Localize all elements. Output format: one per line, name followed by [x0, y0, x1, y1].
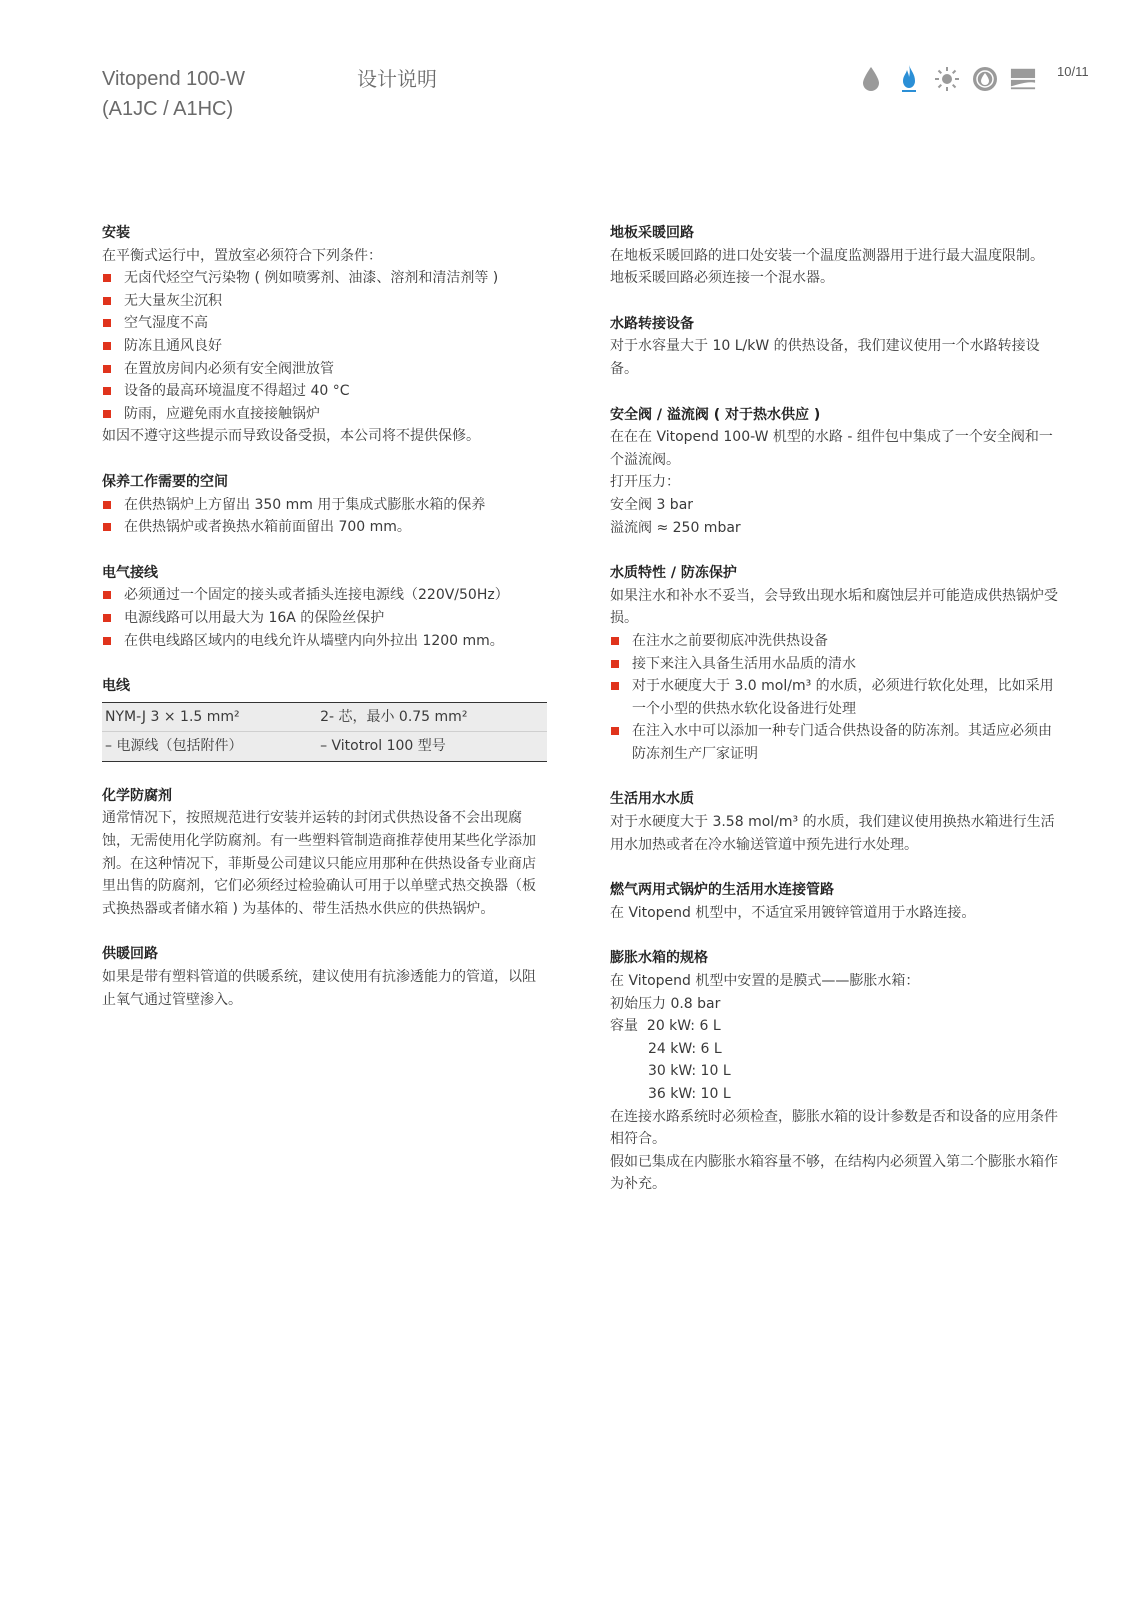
list-item: 接下来注入具备生活用水品质的清水: [610, 653, 1065, 676]
product-title: Vitopend 100-W (A1JC / A1HC): [102, 68, 246, 120]
table-cell: NYM-J 3 × 1.5 mm²: [102, 702, 317, 732]
paragraph: 通常情况下，按照规范进行安装并运转的封闭式供热设备不会出现腐蚀，无需使用化学防腐剂。有一些塑料管制造商推荐使用某些化学添加剂。在这种情况下，菲斯曼公司建议只能应用那种在供热设备专业商店里出售的防腐剂，它们必须经过检验确认可用于以单壁式热交换器（板式换热器或者储水箱 ) 为基体的、带生活热水供应的供热锅炉。: [102, 810, 536, 917]
list-item: 对于水硬度大于 3.0 mol/m³ 的水质，必须进行软化处理，比如采用一个小型的供热水软化设备进行处理: [610, 675, 1065, 720]
table-cell: – 电源线（包括附件）: [102, 732, 317, 762]
list-item: 在供热锅炉上方留出 350 mm 用于集成式膨胀水箱的保养: [102, 494, 547, 517]
section-heading: 地板采暖回路: [610, 225, 694, 241]
section-gas-boiler: [610, 879, 1065, 924]
list-item: 在供热锅炉或者换热水箱前面留出 700 mm。: [102, 516, 547, 539]
section-heading: 水路转接设备: [610, 315, 694, 332]
capacity-value: 20 kW: 6 L: [646, 1018, 721, 1035]
oil-drop-icon: [858, 64, 884, 94]
section-heading: 燃气两用式锅炉的生活用水连接管路: [610, 882, 834, 899]
list-item: 必须通过一个固定的接头或者插头连接电源线（220V/50Hz）: [102, 584, 547, 607]
paragraph: 对于水硬度大于 3.58 mol/m³ 的水质，我们建议使用换热水箱进行生活用水加热或者在冷水输送管道中预先进行水处理。: [610, 814, 1055, 853]
paragraph: 在平衡式运行中，置放室必须符合下列条件：: [102, 247, 382, 264]
section-heading: 膨胀水箱的规格: [610, 950, 708, 967]
bullet-list: [102, 494, 547, 539]
paragraph: 地板采暖回路必须连接一个混水器。: [610, 270, 834, 287]
right-column: [610, 222, 1065, 1219]
list-item: 在供电线路区域内的电线允许从墙壁内向外拉出 1200 mm。: [102, 630, 547, 653]
list-item: 在注入水中可以添加一种专门适合供热设备的防冻剂。其适应必须由防冻剂生产厂家证明: [610, 720, 1065, 765]
paragraph: 假如已集成在内膨胀水箱容量不够，在结构内必须置入第二个膨胀水箱作为补充。: [610, 1153, 1058, 1193]
paragraph: 在连接水路系统时必须检查，膨胀水箱的设计参数是否和设备的应用条件相符合。: [610, 1108, 1058, 1148]
section-dhw-quality: [610, 788, 1065, 856]
paragraph: 安全阀 3 bar: [610, 496, 694, 513]
table-row: [102, 732, 547, 762]
paragraph: 如因不遵守这些提示而导致设备受损，本公司将不提供保修。: [102, 428, 480, 445]
capacity-row: [610, 1015, 1065, 1038]
capacity-value: 36 kW: 10 L: [648, 1086, 731, 1102]
paragraph: 在 Vitopend 机型中安置的是膜式——膨胀水箱：: [610, 973, 920, 990]
paragraph: 在 Vitopend 机型中，不适宜采用镀锌管道用于水路连接。: [610, 904, 976, 921]
list-item: 电源线路可以用最大为 16A 的保险丝保护: [102, 607, 547, 630]
section-expansion-tank: [610, 947, 1065, 1196]
section-heading: 生活用水水质: [610, 791, 694, 808]
cables-table: [102, 702, 547, 762]
paragraph: 打开压力：: [610, 474, 680, 491]
section-heading: 安全阀 / 溢流阀 ( 对于热水供应 ): [610, 406, 821, 423]
paragraph: 溢流阀 ≈ 250 mbar: [610, 519, 741, 536]
section-floor-heating: [610, 222, 1065, 290]
table-row: [102, 702, 547, 732]
section-heading: 电气接线: [102, 564, 158, 581]
section-maintenance: [102, 471, 547, 539]
page-header: [0, 0, 1131, 150]
capacity-value: 30 kW: 10 L: [648, 1063, 731, 1080]
floor-heating-icon: [1010, 64, 1036, 94]
left-column: [102, 222, 547, 1034]
section-heading: 水质特性 / 防冻保护: [610, 565, 737, 582]
section-water-quality: [610, 562, 1065, 765]
capacity-label: 容量: [610, 1018, 638, 1035]
section-heating: [102, 943, 547, 1011]
list-item: 设备的最高环境温度不得超过 40 °C: [102, 380, 547, 403]
paragraph: 初始压力 0.8 bar: [610, 995, 721, 1012]
section-hydraulic: [610, 313, 1065, 381]
capacity-value: 24 kW: 6 L: [648, 1040, 722, 1057]
document-title: 设计说明: [357, 67, 437, 91]
paragraph: 如果是带有塑料管道的供暖系统，建议使用有抗渗透能力的管道，以阻止氧气通过管壁渗入。: [102, 969, 536, 1008]
paragraph: 如果注水和补水不妥当，会导致出现水垢和腐蚀层并可能造成供热锅炉受损。: [610, 587, 1058, 627]
list-item: 无卤代烃空气污染物 ( 例如喷雾剂、油漆、溶剂和清洁剂等 ): [102, 267, 547, 290]
list-item: 在注水之前要彻底冲洗供热设备: [610, 630, 1065, 653]
section-safety-valve: [610, 404, 1065, 540]
section-heading: 供暖回路: [102, 946, 158, 963]
list-item: 防雨，应避免雨水直接接触锅炉: [102, 403, 547, 426]
list-item: 防冻且通风良好: [102, 335, 547, 358]
paragraph: 在地板采暖回路的进口处安装一个温度监测器用于进行最大温度限制。: [610, 247, 1044, 264]
energy-icons: [858, 62, 1036, 96]
section-electrical: [102, 562, 547, 652]
bullet-list: [102, 267, 547, 425]
table-cell: – Vitotrol 100 型号: [317, 732, 547, 762]
section-heading: 安装: [102, 225, 130, 241]
condensing-icon: [972, 64, 998, 94]
section-install: [102, 222, 547, 448]
gas-flame-icon: [896, 64, 922, 94]
list-item: 在置放房间内必须有安全阀泄放管: [102, 358, 547, 381]
list-item: 无大量灰尘沉积: [102, 290, 547, 313]
bullet-list: [610, 630, 1065, 766]
sun-icon: [934, 64, 960, 94]
page-number: 10/11: [1057, 64, 1089, 79]
paragraph: 对于水容量大于 10 L/kW 的供热设备，我们建议使用一个水路转接设备。: [610, 338, 1040, 377]
section-chemical: [102, 785, 547, 921]
section-heading: 化学防腐剂: [102, 787, 172, 804]
paragraph: 在在在 Vitopend 100-W 机型的水路 - 组件包中集成了一个安全阀和一个溢流阀。: [610, 429, 1053, 468]
section-heading: 保养工作需要的空间: [102, 473, 228, 490]
list-item: 空气湿度不高: [102, 312, 547, 335]
section-cables: [102, 675, 547, 762]
section-heading: 电线: [102, 678, 130, 695]
table-cell: 2- 芯，最小 0.75 mm²: [317, 702, 547, 732]
bullet-list: [102, 584, 547, 652]
